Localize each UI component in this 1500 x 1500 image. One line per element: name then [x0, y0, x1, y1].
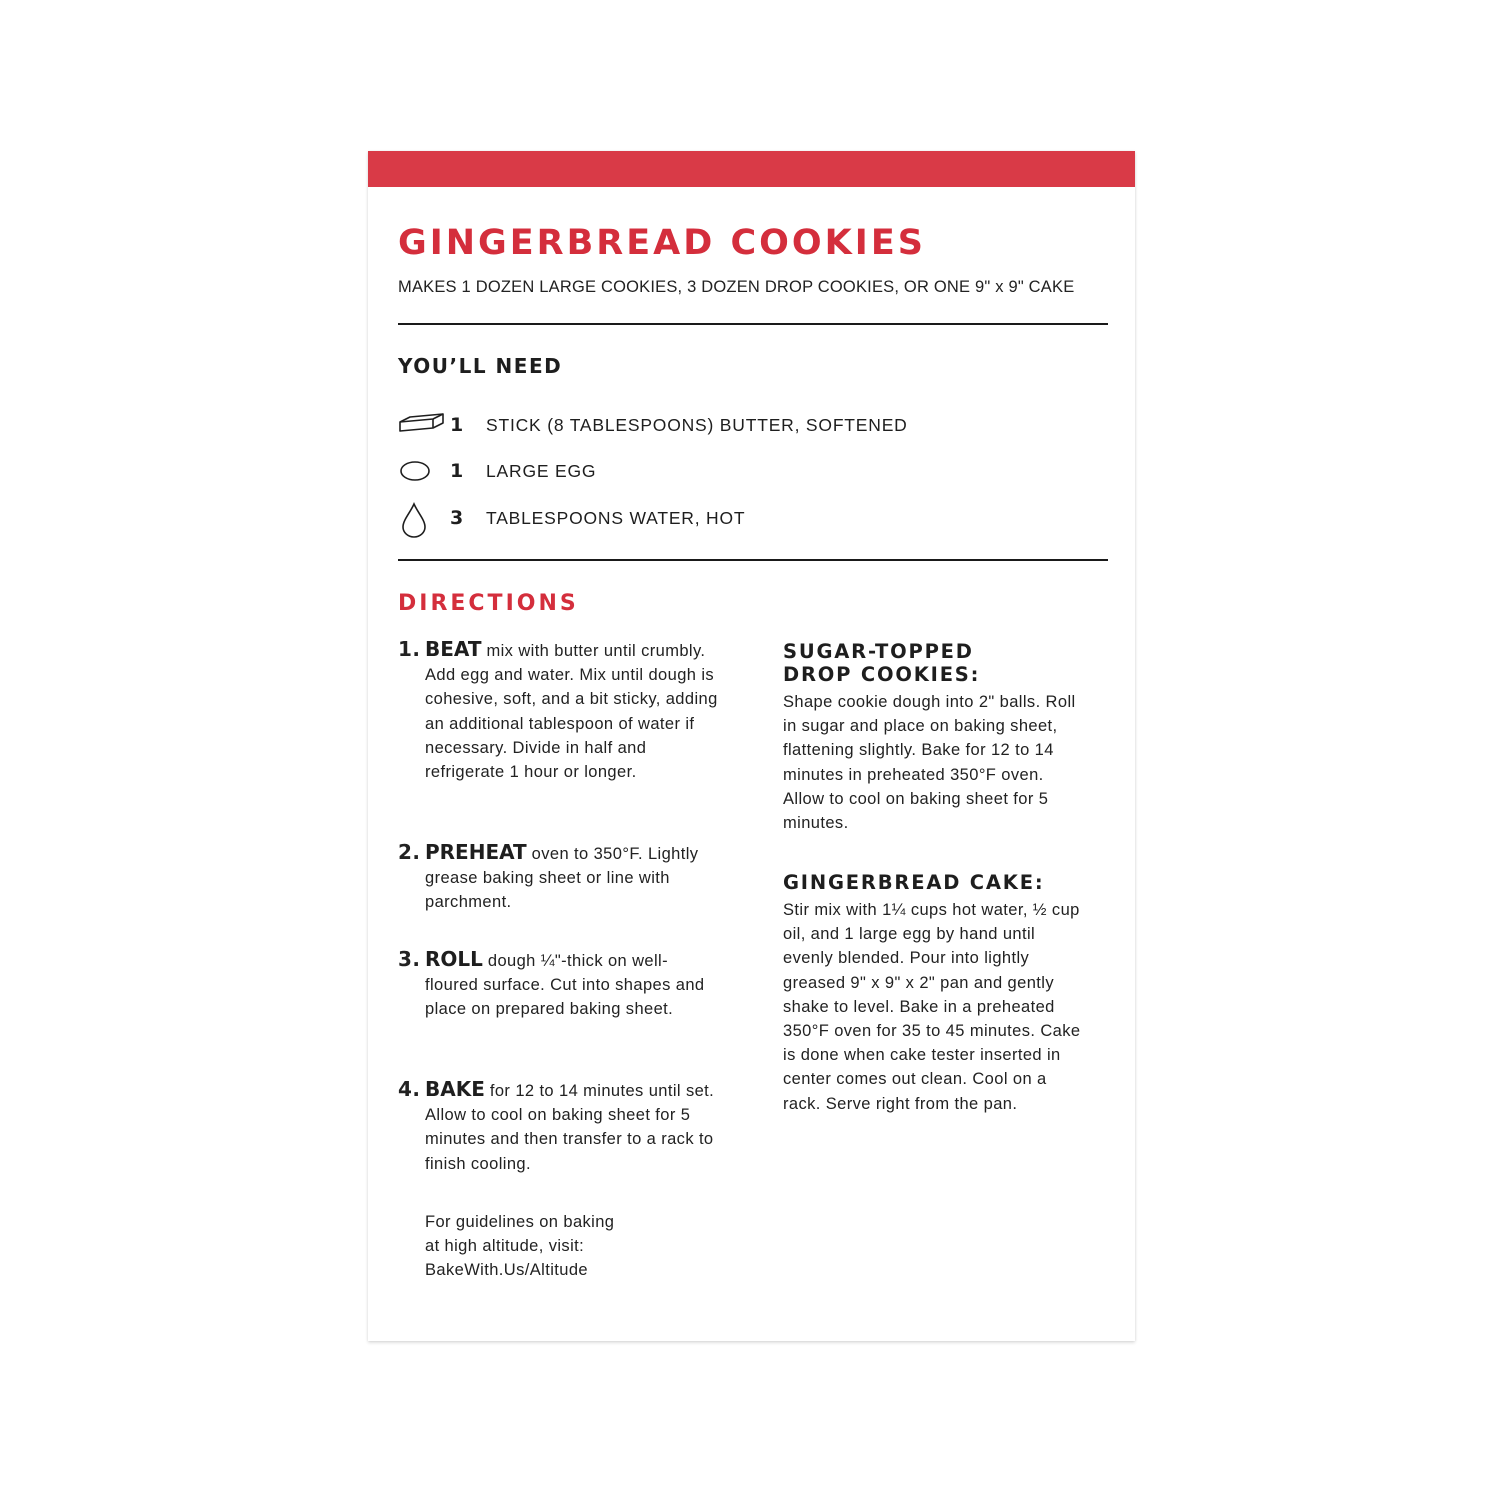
- step-number: 4.: [398, 1077, 421, 1101]
- step-verb: BEAT: [425, 637, 482, 661]
- direction-step-3: [398, 947, 718, 1022]
- variation-heading: SUGAR-TOPPED: [783, 640, 974, 663]
- ingredient-egg: [398, 456, 596, 486]
- step-text: for 12 to 14 minutes until set. Allow to cool on baking sheet for 5 minutes and then transfer to a rack to finish cooling.: [425, 1082, 715, 1173]
- variation-text: Stir mix with 1¼ cups hot water, ½ cup oil, and 1 large egg by hand until evenly blended. Pour into lightly greased 9" x 9" x 2" pan and gently shake to level. Bake in a preheated 350°F oven for 35 to 45 minutes. Cake is done when cake tester inserted in center comes out clean. Cool on a rack. Serve right from the pan.: [783, 901, 1081, 1113]
- ingredient-desc: STICK (8 TABLESPOONS) BUTTER, SOFTENED: [486, 414, 908, 435]
- step-text: dough ¼"-thick on well-floured surface. Cut into shapes and place on prepared baking sheet.: [425, 952, 705, 1019]
- direction-step-1: [398, 637, 718, 784]
- step-verb: PREHEAT: [425, 840, 527, 864]
- step-text: mix with butter until crumbly. Add egg and water. Mix until dough is cohesive, soft, and a bit sticky, adding an additional tablespoon of water if necessary. Divide in half and refrigerate 1 hour or longer.: [425, 642, 718, 782]
- recipe-yield: MAKES 1 DOZEN LARGE COOKIES, 3 DOZEN DROP COOKIES, OR ONE 9" x 9" CAKE: [398, 278, 1075, 296]
- recipe-title: GINGERBREAD COOKIES: [398, 223, 926, 263]
- step-verb: ROLL: [425, 947, 483, 971]
- ingredient-butter: [398, 410, 908, 440]
- step-number: 3.: [398, 947, 421, 971]
- direction-step-2: [398, 840, 718, 915]
- step-verb: BAKE: [425, 1077, 485, 1101]
- step-number: 1.: [398, 637, 421, 661]
- divider: [398, 559, 1108, 561]
- variation-text: Shape cookie dough into 2" balls. Roll in sugar and place on baking sheet, flattening slightly. Bake for 12 to 14 minutes in preheated 350°F oven. Allow to cool on baking sheet for 5 minutes.: [783, 693, 1076, 833]
- step-number: 2.: [398, 840, 421, 864]
- youll-need-heading: YOU’LL NEED: [398, 354, 563, 378]
- butter-stick-icon: [398, 410, 450, 440]
- ingredient-qty: 3: [450, 507, 464, 529]
- ingredient-desc: LARGE EGG: [486, 460, 597, 481]
- variation-heading: DROP COOKIES:: [783, 663, 981, 686]
- direction-step-4: [398, 1077, 748, 1176]
- variation-cake: [783, 871, 1083, 1116]
- altitude-note: [425, 1210, 685, 1282]
- ingredient-desc: TABLESPOONS WATER, HOT: [486, 507, 746, 528]
- egg-icon: [398, 456, 450, 486]
- ingredient-water: [398, 503, 745, 533]
- header-band: [368, 151, 1135, 187]
- variation-heading: GINGERBREAD CAKE:: [783, 871, 1045, 894]
- ingredient-qty: 1: [450, 460, 464, 482]
- directions-heading: DIRECTIONS: [398, 591, 579, 616]
- water-drop-icon: [398, 503, 450, 533]
- altitude-link[interactable]: BakeWith.Us/Altitude: [425, 1261, 588, 1279]
- step-text: oven to 350°F. Lightly grease baking sheet or line with parchment.: [425, 845, 699, 912]
- divider: [398, 323, 1108, 325]
- recipe-card: [368, 151, 1135, 1341]
- ingredient-qty: 1: [450, 414, 464, 436]
- variation-drop-cookies: [783, 640, 1083, 835]
- altitude-note-line: For guidelines on baking: [425, 1213, 615, 1231]
- altitude-note-line: at high altitude, visit:: [425, 1237, 585, 1255]
